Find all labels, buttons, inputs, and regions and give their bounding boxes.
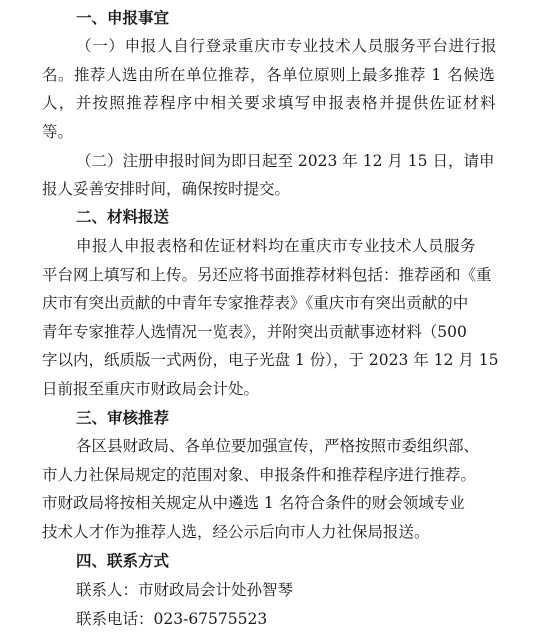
contact-phone: 联系电话：023-67575523 (76, 610, 268, 628)
paragraph-line: 技术人才作为推荐人选，经公示后向市人力社保局报送。 (42, 523, 430, 541)
paragraph-line: 市财政局将按相关规定从中遴选 1 名符合条件的财会领域专业 (42, 494, 465, 512)
section-heading-contact: 四、联系方式 (76, 552, 170, 570)
paragraph-line: 名。推荐人选由所在单位推荐，各单位原则上最多推荐 1 名候选 (42, 66, 496, 84)
paragraph-line: 日前报至重庆市财政局会计处。 (42, 380, 260, 398)
paragraph-line: 申报人申报表格和佐证材料均在重庆市专业技术人员服务 (76, 237, 477, 255)
paragraph-line: 市人力社保局规定的范围对象、申报条件和推荐程序进行推荐。 (42, 466, 477, 484)
section-heading-application: 一、申报事宜 (76, 9, 170, 27)
paragraph-line: 字以内，纸质版一式两份，电子光盘 1 份），于 2023 年 12 月 15 (42, 351, 499, 369)
paragraph-line: （二）注册申报时间为即日起至 2023 年 12 月 15 日，请申 (76, 152, 495, 170)
paragraph-line: 人，并按照推荐程序中相关要求填写申报表格并提供佐证材料 (42, 94, 497, 112)
section-heading-review: 三、审核推荐 (76, 409, 170, 427)
paragraph-line: 平台网上填写和上传。另还应将书面推荐材料包括：推荐函和《重 (42, 266, 492, 284)
contact-person: 联系人：市财政局会计处孙智琴 (76, 581, 294, 599)
section-heading-materials: 二、材料报送 (76, 208, 170, 226)
paragraph-line: （一）申报人自行登录重庆市专业技术人员服务平台进行报 (76, 37, 498, 55)
paragraph-line: 庆市有突出贡献的中青年专家推荐表》《重庆市有突出贡献的中 (42, 294, 469, 312)
paragraph-line: 青年专家推荐人选情况一览表》，并附突出贡献事迹材料（500 (42, 323, 467, 341)
paragraph-line: 等。 (42, 123, 74, 141)
paragraph-line: 报人妥善安排时间，确保按时提交。 (42, 180, 291, 198)
paragraph-line: 各区县财政局、各单位要加强宣传，严格按照市委组织部、 (76, 437, 480, 455)
